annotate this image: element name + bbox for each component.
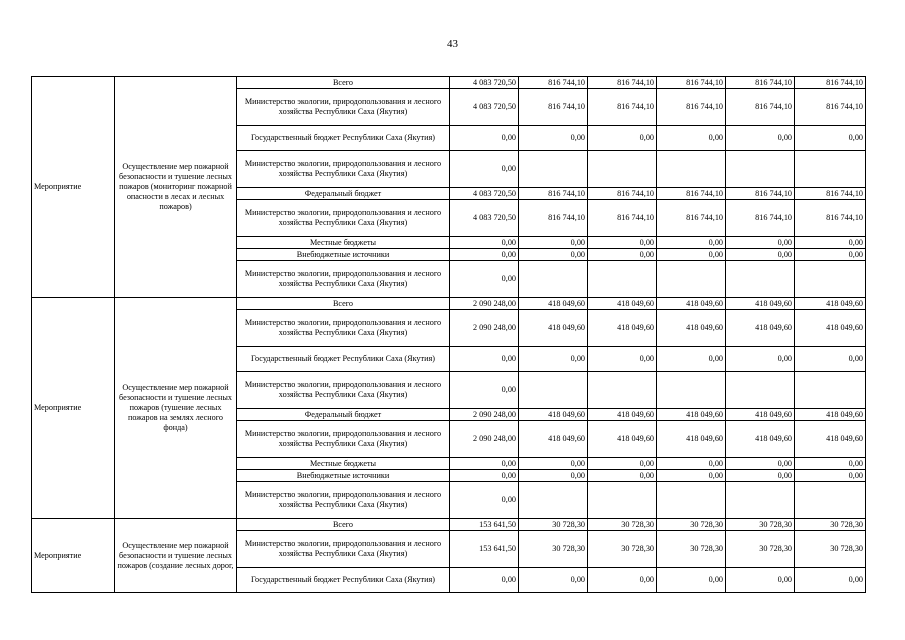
year-amount-cell: 816 744,10 bbox=[519, 188, 588, 200]
funding-source-cell: Министерство экологии, природопользования и лесного хозяйства Республики Саха (Якутия) bbox=[237, 421, 450, 458]
year-amount-cell: 816 744,10 bbox=[657, 200, 726, 237]
year-amount-cell: 816 744,10 bbox=[726, 77, 795, 89]
total-amount-cell: 0,00 bbox=[450, 568, 519, 593]
funding-source-cell: Всего bbox=[237, 519, 450, 531]
year-amount-cell: 418 049,60 bbox=[795, 298, 866, 310]
year-amount-cell: 30 728,30 bbox=[588, 519, 657, 531]
year-amount-cell: 0,00 bbox=[519, 568, 588, 593]
year-amount-cell: 0,00 bbox=[588, 237, 657, 249]
year-amount-cell: 0,00 bbox=[519, 237, 588, 249]
funding-source-cell: Федеральный бюджет bbox=[237, 188, 450, 200]
year-amount-cell: 0,00 bbox=[588, 458, 657, 470]
year-amount-cell: 418 049,60 bbox=[588, 421, 657, 458]
year-amount-cell: 0,00 bbox=[588, 470, 657, 482]
activity-description-cell: Осуществление мер пожарной безопасности и тушение лесных пожаров (мониторинг пожарной опасности в лесах и лесных пожаров) bbox=[115, 77, 237, 298]
funding-source-cell: Государственный бюджет Республики Саха (Якутия) bbox=[237, 126, 450, 151]
year-amount-cell: 418 049,60 bbox=[726, 310, 795, 347]
year-amount-cell: 30 728,30 bbox=[795, 519, 866, 531]
page-number: 43 bbox=[447, 38, 458, 50]
year-amount-cell: 816 744,10 bbox=[795, 188, 866, 200]
funding-source-cell: Министерство экологии, природопользования и лесного хозяйства Республики Саха (Якутия) bbox=[237, 151, 450, 188]
activity-type-cell: Мероприятие bbox=[32, 77, 115, 298]
year-amount-cell: 418 049,60 bbox=[588, 310, 657, 347]
year-amount-cell: 816 744,10 bbox=[588, 89, 657, 126]
year-amount-cell: 0,00 bbox=[657, 126, 726, 151]
year-amount-cell: 0,00 bbox=[657, 458, 726, 470]
funding-source-cell: Государственный бюджет Республики Саха (Якутия) bbox=[237, 347, 450, 372]
year-amount-cell: 0,00 bbox=[657, 347, 726, 372]
year-amount-cell: 418 049,60 bbox=[657, 421, 726, 458]
table-row bbox=[32, 77, 866, 89]
year-amount-cell: 0,00 bbox=[657, 237, 726, 249]
year-amount-cell: 816 744,10 bbox=[726, 188, 795, 200]
year-amount-cell bbox=[726, 482, 795, 519]
year-amount-cell: 0,00 bbox=[795, 237, 866, 249]
total-amount-cell: 0,00 bbox=[450, 372, 519, 409]
year-amount-cell: 418 049,60 bbox=[726, 409, 795, 421]
total-amount-cell: 0,00 bbox=[450, 151, 519, 188]
year-amount-cell: 0,00 bbox=[795, 568, 866, 593]
year-amount-cell: 0,00 bbox=[726, 237, 795, 249]
year-amount-cell bbox=[519, 372, 588, 409]
year-amount-cell: 0,00 bbox=[519, 347, 588, 372]
year-amount-cell: 418 049,60 bbox=[657, 409, 726, 421]
total-amount-cell: 153 641,50 bbox=[450, 531, 519, 568]
year-amount-cell bbox=[519, 151, 588, 188]
year-amount-cell bbox=[588, 372, 657, 409]
year-amount-cell: 0,00 bbox=[795, 249, 866, 261]
year-amount-cell bbox=[519, 261, 588, 298]
year-amount-cell: 816 744,10 bbox=[795, 89, 866, 126]
total-amount-cell: 4 083 720,50 bbox=[450, 77, 519, 89]
year-amount-cell: 418 049,60 bbox=[795, 310, 866, 347]
year-amount-cell bbox=[657, 261, 726, 298]
year-amount-cell: 0,00 bbox=[726, 249, 795, 261]
year-amount-cell: 816 744,10 bbox=[726, 200, 795, 237]
year-amount-cell: 0,00 bbox=[519, 470, 588, 482]
activity-description-cell: Осуществление мер пожарной безопасности и тушение лесных пожаров (создание лесных дорог, bbox=[115, 519, 237, 593]
year-amount-cell: 816 744,10 bbox=[588, 188, 657, 200]
total-amount-cell: 4 083 720,50 bbox=[450, 89, 519, 126]
year-amount-cell: 418 049,60 bbox=[519, 409, 588, 421]
year-amount-cell: 0,00 bbox=[726, 568, 795, 593]
year-amount-cell: 0,00 bbox=[588, 347, 657, 372]
total-amount-cell: 0,00 bbox=[450, 458, 519, 470]
total-amount-cell: 153 641,50 bbox=[450, 519, 519, 531]
year-amount-cell: 0,00 bbox=[726, 347, 795, 372]
year-amount-cell bbox=[657, 151, 726, 188]
table-row bbox=[32, 519, 866, 531]
year-amount-cell: 0,00 bbox=[588, 126, 657, 151]
funding-source-cell: Министерство экологии, природопользования и лесного хозяйства Республики Саха (Якутия) bbox=[237, 89, 450, 126]
year-amount-cell bbox=[726, 372, 795, 409]
year-amount-cell: 816 744,10 bbox=[519, 77, 588, 89]
year-amount-cell: 816 744,10 bbox=[795, 200, 866, 237]
year-amount-cell: 0,00 bbox=[726, 458, 795, 470]
year-amount-cell: 0,00 bbox=[588, 568, 657, 593]
total-amount-cell: 0,00 bbox=[450, 126, 519, 151]
year-amount-cell: 816 744,10 bbox=[657, 188, 726, 200]
year-amount-cell bbox=[795, 261, 866, 298]
funding-source-cell: Внебюджетные источники bbox=[237, 249, 450, 261]
year-amount-cell: 816 744,10 bbox=[657, 89, 726, 126]
funding-source-cell: Местные бюджеты bbox=[237, 237, 450, 249]
year-amount-cell: 0,00 bbox=[588, 249, 657, 261]
year-amount-cell: 816 744,10 bbox=[657, 77, 726, 89]
year-amount-cell: 816 744,10 bbox=[588, 77, 657, 89]
year-amount-cell: 30 728,30 bbox=[657, 519, 726, 531]
year-amount-cell: 0,00 bbox=[726, 470, 795, 482]
total-amount-cell: 2 090 248,00 bbox=[450, 409, 519, 421]
year-amount-cell bbox=[726, 151, 795, 188]
total-amount-cell: 2 090 248,00 bbox=[450, 421, 519, 458]
year-amount-cell: 0,00 bbox=[519, 458, 588, 470]
year-amount-cell bbox=[588, 261, 657, 298]
year-amount-cell: 816 744,10 bbox=[726, 89, 795, 126]
year-amount-cell: 0,00 bbox=[519, 126, 588, 151]
total-amount-cell: 0,00 bbox=[450, 249, 519, 261]
funding-source-cell: Всего bbox=[237, 77, 450, 89]
funding-source-cell: Внебюджетные источники bbox=[237, 470, 450, 482]
year-amount-cell bbox=[657, 372, 726, 409]
year-amount-cell: 30 728,30 bbox=[657, 531, 726, 568]
year-amount-cell: 418 049,60 bbox=[588, 409, 657, 421]
total-amount-cell: 0,00 bbox=[450, 237, 519, 249]
budget-table bbox=[31, 76, 866, 593]
year-amount-cell: 0,00 bbox=[657, 470, 726, 482]
year-amount-cell: 30 728,30 bbox=[519, 519, 588, 531]
year-amount-cell bbox=[588, 482, 657, 519]
year-amount-cell bbox=[795, 482, 866, 519]
funding-source-cell: Министерство экологии, природопользования и лесного хозяйства Республики Саха (Якутия) bbox=[237, 372, 450, 409]
year-amount-cell: 30 728,30 bbox=[588, 531, 657, 568]
year-amount-cell: 0,00 bbox=[795, 126, 866, 151]
total-amount-cell: 2 090 248,00 bbox=[450, 298, 519, 310]
table-row bbox=[32, 298, 866, 310]
funding-source-cell: Всего bbox=[237, 298, 450, 310]
total-amount-cell: 2 090 248,00 bbox=[450, 310, 519, 347]
year-amount-cell: 0,00 bbox=[795, 347, 866, 372]
year-amount-cell bbox=[726, 261, 795, 298]
year-amount-cell bbox=[795, 372, 866, 409]
funding-source-cell: Министерство экологии, природопользования и лесного хозяйства Республики Саха (Якутия) bbox=[237, 200, 450, 237]
year-amount-cell: 0,00 bbox=[519, 249, 588, 261]
year-amount-cell: 418 049,60 bbox=[588, 298, 657, 310]
total-amount-cell: 0,00 bbox=[450, 261, 519, 298]
total-amount-cell: 0,00 bbox=[450, 482, 519, 519]
year-amount-cell: 418 049,60 bbox=[519, 421, 588, 458]
year-amount-cell: 0,00 bbox=[795, 470, 866, 482]
year-amount-cell: 418 049,60 bbox=[657, 310, 726, 347]
year-amount-cell: 816 744,10 bbox=[519, 200, 588, 237]
total-amount-cell: 4 083 720,50 bbox=[450, 200, 519, 237]
total-amount-cell: 0,00 bbox=[450, 347, 519, 372]
year-amount-cell: 30 728,30 bbox=[726, 519, 795, 531]
year-amount-cell: 0,00 bbox=[657, 249, 726, 261]
activity-type-cell: Мероприятие bbox=[32, 519, 115, 593]
year-amount-cell: 0,00 bbox=[795, 458, 866, 470]
year-amount-cell: 418 049,60 bbox=[726, 421, 795, 458]
year-amount-cell bbox=[657, 482, 726, 519]
funding-source-cell: Государственный бюджет Республики Саха (Якутия) bbox=[237, 568, 450, 593]
year-amount-cell: 816 744,10 bbox=[795, 77, 866, 89]
funding-source-cell: Министерство экологии, природопользования и лесного хозяйства Республики Саха (Якутия) bbox=[237, 482, 450, 519]
activity-type-cell: Мероприятие bbox=[32, 298, 115, 519]
year-amount-cell: 418 049,60 bbox=[795, 409, 866, 421]
funding-source-cell: Министерство экологии, природопользования и лесного хозяйства Республики Саха (Якутия) bbox=[237, 261, 450, 298]
year-amount-cell: 30 728,30 bbox=[519, 531, 588, 568]
year-amount-cell: 0,00 bbox=[726, 126, 795, 151]
year-amount-cell: 30 728,30 bbox=[726, 531, 795, 568]
total-amount-cell: 4 083 720,50 bbox=[450, 188, 519, 200]
year-amount-cell: 816 744,10 bbox=[519, 89, 588, 126]
year-amount-cell: 418 049,60 bbox=[519, 298, 588, 310]
year-amount-cell: 418 049,60 bbox=[726, 298, 795, 310]
funding-source-cell: Министерство экологии, природопользования и лесного хозяйства Республики Саха (Якутия) bbox=[237, 531, 450, 568]
year-amount-cell bbox=[519, 482, 588, 519]
funding-source-cell: Федеральный бюджет bbox=[237, 409, 450, 421]
year-amount-cell: 418 049,60 bbox=[657, 298, 726, 310]
year-amount-cell: 0,00 bbox=[657, 568, 726, 593]
year-amount-cell: 418 049,60 bbox=[519, 310, 588, 347]
year-amount-cell: 418 049,60 bbox=[795, 421, 866, 458]
year-amount-cell: 816 744,10 bbox=[588, 200, 657, 237]
total-amount-cell: 0,00 bbox=[450, 470, 519, 482]
year-amount-cell bbox=[588, 151, 657, 188]
table-body bbox=[32, 77, 866, 593]
year-amount-cell: 30 728,30 bbox=[795, 531, 866, 568]
activity-description-cell: Осуществление мер пожарной безопасности и тушение лесных пожаров (тушение лесных пожаров на землях лесного фонда) bbox=[115, 298, 237, 519]
funding-source-cell: Местные бюджеты bbox=[237, 458, 450, 470]
year-amount-cell bbox=[795, 151, 866, 188]
funding-source-cell: Министерство экологии, природопользования и лесного хозяйства Республики Саха (Якутия) bbox=[237, 310, 450, 347]
